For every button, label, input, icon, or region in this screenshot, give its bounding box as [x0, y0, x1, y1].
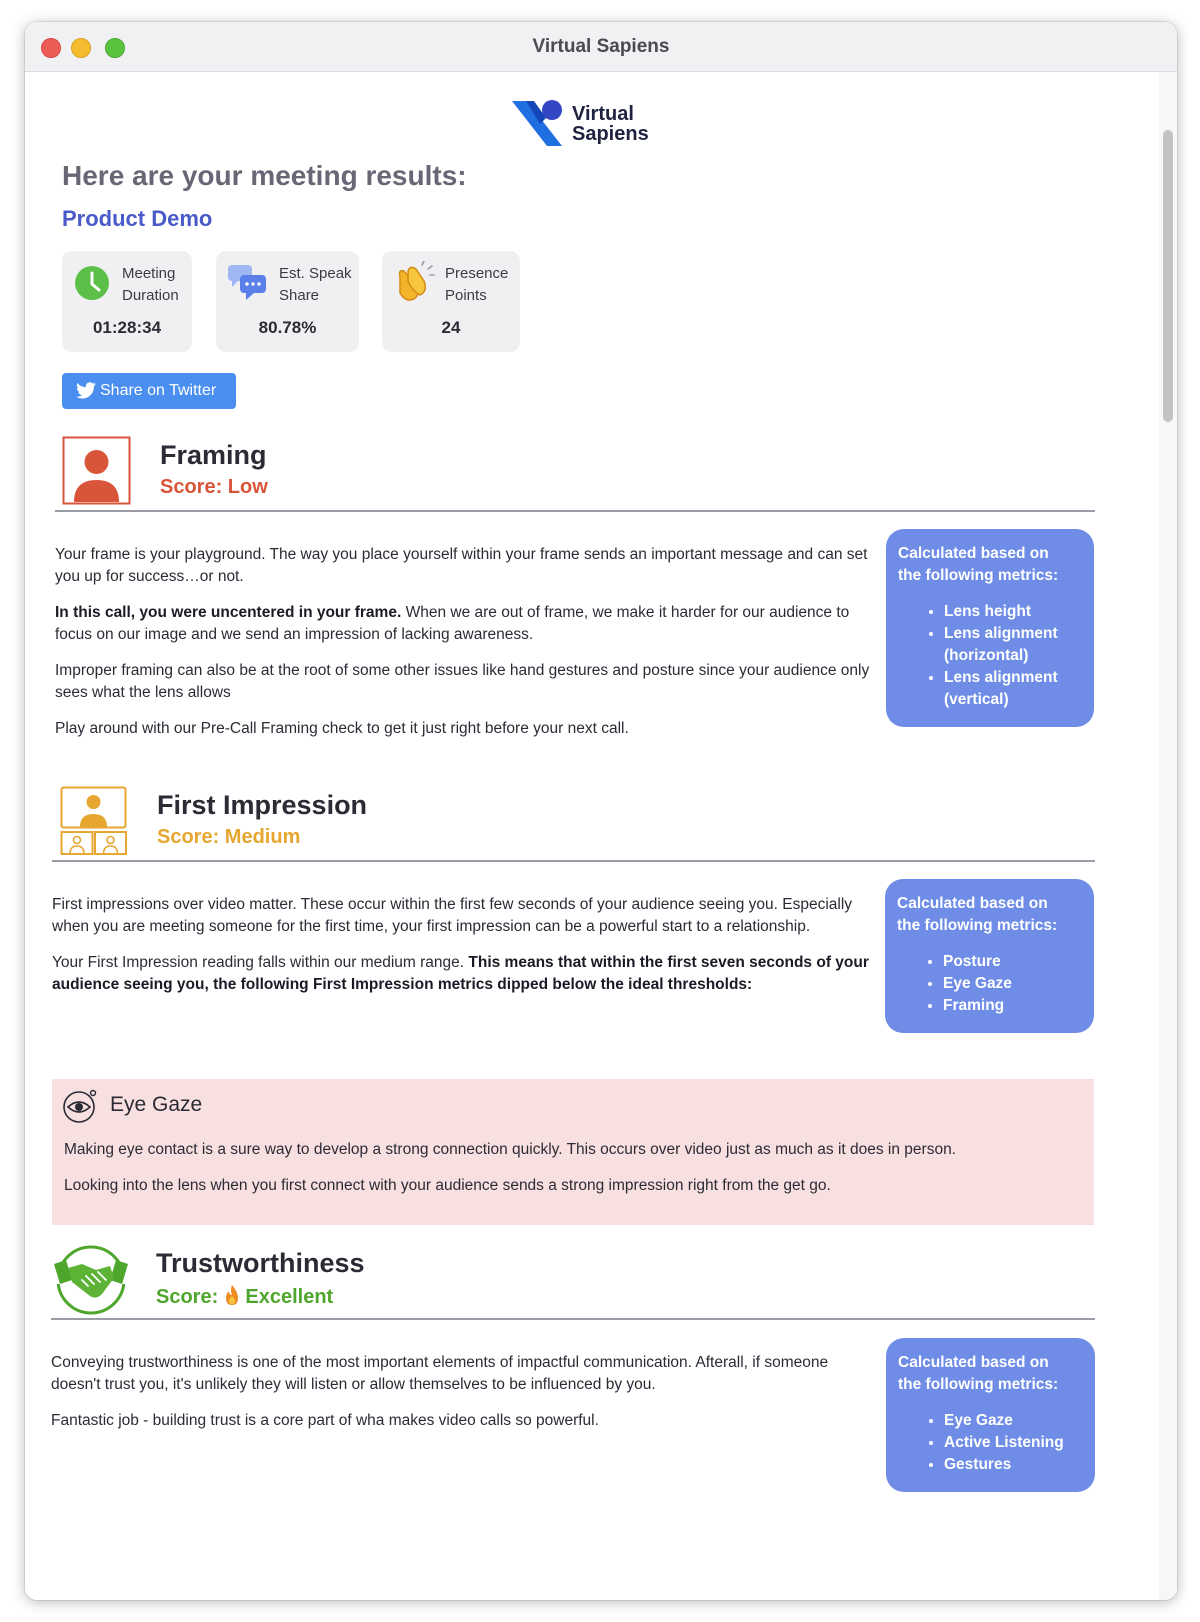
first-impression-paragraph-2: Your First Impression reading falls within our medium range. This means that within the first seven seconds of your audience seeing you, the following First Impression metrics dipped below the ideal thresholds:: [52, 954, 869, 993]
metric-item: • Gestures: [944, 1454, 1083, 1476]
share-on-twitter-button[interactable]: [62, 373, 236, 409]
stat-label-line1: Presence: [445, 265, 509, 282]
logo-text-line2: Sapiens: [572, 123, 649, 145]
metric-item: • Lens height: [944, 601, 1082, 623]
stat-label-line2: Share: [279, 287, 320, 304]
trustworthiness-paragraph-1: Conveying trustworthiness is one of the most important elements of impactful communication. Afterall, if someone doesn't trust you, it's unlikely they will listen or allow themselves to be influenced by you.: [51, 1354, 829, 1393]
first-impression-score: Score: Medium: [157, 826, 301, 848]
metrics-heading-line2: the following metrics:: [897, 917, 1058, 934]
stat-label-line1: Est. Speak: [279, 265, 352, 282]
virtual-sapiens-logo: [512, 98, 662, 150]
framing-metrics-box: [886, 529, 1094, 727]
metrics-heading-line1: Calculated based on: [897, 895, 1048, 912]
metric-item: • Active Listening: [944, 1432, 1083, 1454]
framing-score: Score: Low: [160, 476, 268, 498]
first-impression-description: [52, 894, 874, 1010]
first-impression-metrics-box: [885, 879, 1094, 1033]
eye-icon: [62, 1089, 98, 1125]
first-impression-icon: [60, 786, 128, 856]
trustworthiness-divider: [51, 1318, 1095, 1320]
metrics-heading-line2: the following metrics:: [898, 567, 1059, 584]
trustworthiness-metrics-box: [886, 1338, 1095, 1492]
framing-divider: [55, 510, 1095, 512]
first-impression-title: First Impression: [157, 790, 368, 820]
framing-description: [55, 544, 877, 754]
trustworthiness-description: [51, 1352, 873, 1446]
results-page: [25, 72, 1159, 1600]
twitter-bird-icon: [76, 382, 96, 399]
stat-value-speak-share: 80.78%: [258, 318, 317, 337]
eye-gaze-paragraph-1: Making eye contact is a sure way to develop a strong connection quickly. This occurs over video just as much as it does in person.: [64, 1141, 956, 1158]
scrollbar[interactable]: [1159, 72, 1177, 1600]
stat-card-speak-share: [216, 251, 359, 352]
logo-mark-icon: [512, 98, 568, 150]
eye-gaze-title: Eye Gaze: [110, 1093, 203, 1116]
first-impression-paragraph-1: First impressions over video matter. These occur within the first few seconds of your audience seeing you. Especially when you are meeting someone for the first time, your first impression can be a powerful start to a relationship.: [52, 896, 853, 935]
flame-icon: [224, 1284, 240, 1306]
framing-paragraph-2: In this call, you were uncentered in your frame. When we are out of frame, we make it harder for our audience to focus on our image and we send an impression of lacking awareness.: [55, 604, 850, 643]
trustworthiness-title: Trustworthiness: [156, 1248, 365, 1278]
trustworthiness-score: [156, 1284, 333, 1309]
handshake-icon: [52, 1244, 130, 1316]
framing-paragraph-3: Improper framing can also be at the root of some other issues like hand gestures and posture since your audience only sees what the lens allows: [55, 662, 870, 701]
results-heading: Here are your meeting results:: [62, 160, 467, 191]
eye-gaze-paragraph-2: Looking into the lens when you first connect with your audience sends a strong impression right from the get go.: [64, 1177, 831, 1194]
clock-icon: [74, 265, 110, 301]
scrollbar-thumb[interactable]: [1163, 130, 1173, 422]
eye-gaze-panel: [52, 1079, 1094, 1225]
framing-paragraph-4: Play around with our Pre-Call Framing check to get it just right before your next call.: [55, 720, 629, 737]
framing-paragraph-1: Your frame is your playground. The way you place yourself within your frame sends an important message and can set you up for success…or not.: [55, 546, 868, 585]
metrics-heading-line1: Calculated based on: [898, 1354, 1049, 1371]
first-impression-divider: [52, 860, 1095, 862]
share-on-twitter-label: Share on Twitter: [100, 382, 217, 399]
stat-value-presence-points: 24: [441, 318, 461, 337]
clapping-hands-icon: [392, 261, 436, 303]
trustworthiness-score-prefix: Score:: [156, 1286, 219, 1308]
metric-item: • Eye Gaze: [944, 1410, 1083, 1432]
eye-gaze-description: [64, 1139, 956, 1211]
window-title: Virtual Sapiens: [532, 36, 670, 57]
stat-card-duration: [62, 251, 192, 352]
stat-label-line2: Points: [445, 287, 487, 304]
metric-item: • Framing: [943, 995, 1082, 1017]
meeting-name: Product Demo: [62, 206, 213, 231]
stat-card-presence-points: [382, 251, 520, 352]
metrics-heading-line2: the following metrics:: [898, 1376, 1059, 1393]
metric-item: • Eye Gaze: [943, 973, 1082, 995]
logo-text-line1: Virtual: [572, 103, 634, 125]
framing-title: Framing: [160, 440, 267, 470]
stat-label-line1: Meeting: [122, 265, 176, 282]
framing-icon: [62, 436, 131, 505]
title-bar: [25, 22, 1177, 72]
stat-label-line2: Duration: [122, 287, 179, 304]
app-window: [25, 22, 1177, 1600]
trustworthiness-paragraph-2: Fantastic job - building trust is a core part of wha makes video calls so powerful.: [51, 1412, 599, 1429]
stat-value-duration: 01:28:34: [92, 318, 162, 337]
metric-item: • Lens alignment (horizontal): [944, 623, 1082, 667]
metric-item: • Lens alignment (vertical): [944, 667, 1082, 711]
metric-item: • Posture: [943, 951, 1082, 973]
metrics-heading-line1: Calculated based on: [898, 545, 1049, 562]
chat-bubbles-icon: [226, 263, 270, 303]
trustworthiness-score-value: Excellent: [245, 1286, 334, 1308]
